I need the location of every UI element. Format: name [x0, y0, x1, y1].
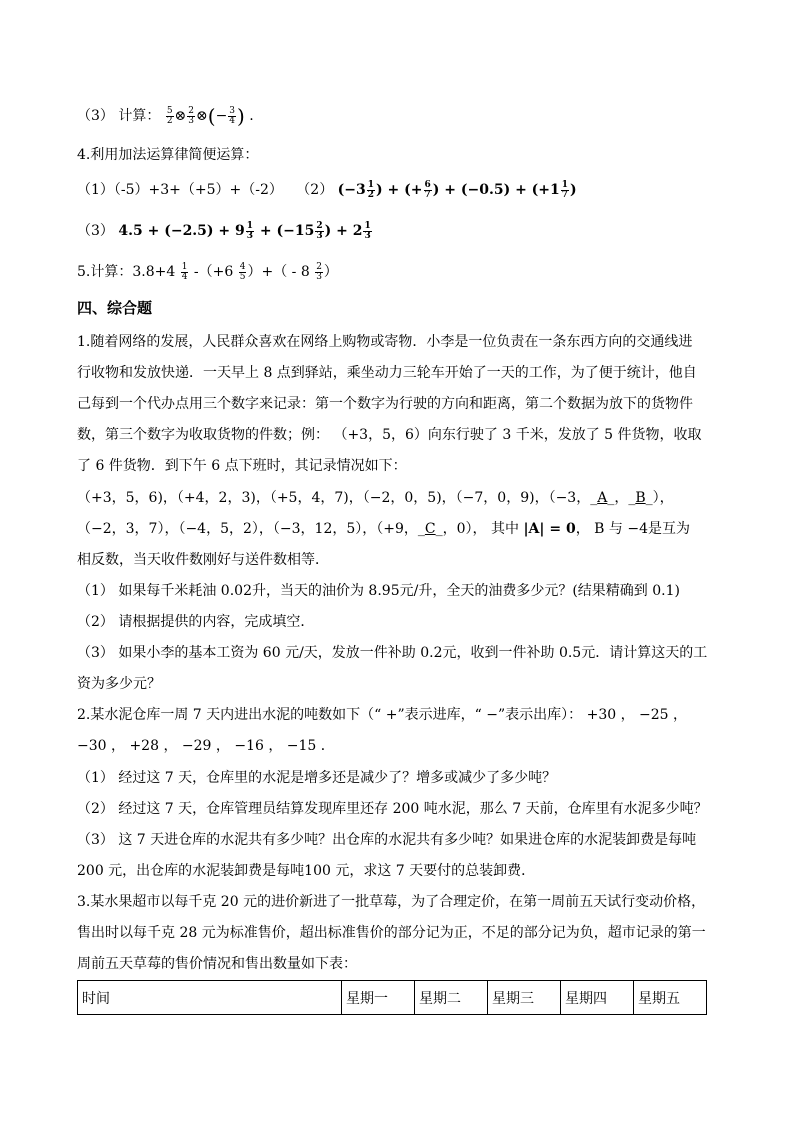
table-header-cell: 星期四: [561, 981, 634, 1015]
calc-prefix: （3） 计算：: [77, 108, 161, 124]
c3-line-3: 周前五天草莓的售价情况和售出数量如下表：: [77, 956, 357, 972]
fraction-3-4: $\frac{3}{4}$: [229, 105, 236, 126]
c1-line-3: 己每到一个代办点用三个数字来记录：第一个数字为行驶的方向和距离，第二个数据为放下的货物件: [77, 396, 693, 412]
c1-line-2: 行收物和发放快递．一天早上 8 点到驿站，乘坐动力三轮车开始了一天的工作，为了便于统计，他自: [77, 365, 697, 381]
c1-line-5: 了 6 件货物．到下午 6 点下班时，其记录情况如下：: [77, 458, 407, 474]
table-header-cell: 星期一: [342, 981, 415, 1015]
calc-line-3: （3） 计算： $\frac{5}{2}$ ⊗ $\frac{2}{3}$ ⊗(− $\frac{3}{4}$ ) .: [77, 104, 254, 128]
c1-records-line-1: （+3，5，6)，（+4，2，3)，（+5，4，7)，（−2，0，5)，（−7，0，9)，（−3，_A_，_B_），: [77, 490, 674, 506]
c1-question-2: （2） 请根据提供的内容，完成填空．: [77, 614, 315, 630]
table-header-cell: 时间: [78, 981, 342, 1015]
table-header-row: [78, 981, 707, 1015]
fraction-5-2: $\frac{5}{2}$: [166, 105, 173, 126]
blank-b: B: [635, 490, 646, 506]
c2-question-3a: （3） 这 7 天进仓库的水泥共有多少吨？出仓库的水泥共有多少吨？如果进仓库的水泥装卸费是每吨: [77, 832, 697, 848]
section-heading: 四、综合题: [77, 299, 153, 317]
question-4-title: 4.利用加法运算律简便运算：: [77, 147, 259, 163]
c2-line-2: −30 ， +28 ， −29 ， −16 ， −15 ．: [77, 738, 335, 754]
c1-line-4: 数，第三个数字为收取货物的件数；例： （+3，5，6）向东行驶了 3 千米，发放了 5 件货物，收取: [77, 427, 702, 443]
c1-question-3a: （3） 如果小李的基本工资为 60 元/天，发放一件补助 0.2元，收到一件补助 0.5元．请计算这天的工: [77, 645, 708, 661]
table-header-cell: 星期三: [488, 981, 561, 1015]
question-4-part-3: （3） 4.5 + (−2.5) + 9 $\frac{1}{3}$ + (−15 $\frac{2}{3}$ ) + 2 $\frac{1}{3}$: [77, 220, 371, 241]
abs-a-equation: |A| = 0: [523, 521, 576, 537]
c1-line-1: 1.随着网络的发展，人民群众喜欢在网络上购物或寄物．小李是一位负责在一条东西方向的交通线进: [77, 334, 693, 350]
c1-question-1: （1） 如果每千米耗油 0.02升，当天的油价为 8.95元/升，全天的油费多少元？(结果精确到 0.1): [77, 583, 680, 599]
blank-a: A: [597, 490, 608, 506]
table-header-cell: 星期五: [634, 981, 707, 1015]
question-4-parts-1-2: （1）（-5）+3+（+5）+（-2） （2） (−3 $\frac{1}{2}$ ) + (+ $\frac{6}{7}$ ) + (−0.5) + (+1 $\frac{1}{7}$ ): [77, 179, 577, 200]
c2-question-3b: 200 元，出仓库的水泥装卸费是每吨100 元，求这 7 天要付的总装卸费．: [77, 863, 536, 879]
c2-question-2: （2） 经过这 7 天，仓库管理员结算发现库里还存 200 吨水泥，那么 7 天前，仓库里有水泥多少吨？: [77, 801, 708, 817]
c3-line-1: 3.某水果超市以每千克 20 元的进价新进了一批草莓，为了合理定价，在第一周前五天试行变动价格，: [77, 894, 706, 910]
c2-question-1: （1） 经过这 7 天，仓库里的水泥是增多还是减少了？增多或减少了多少吨？: [77, 770, 557, 786]
c2-line-1: 2.某水泥仓库一周 7 天内进出水泥的吨数如下（“ +”表示进库，“ −”表示出库）： +30 ， −25 ，: [77, 707, 688, 723]
c1-line-8: 相反数，当天收件数刚好与送件数相等．: [77, 552, 329, 568]
strawberry-price-table: [77, 980, 707, 1015]
otimes-operator: ⊗: [196, 108, 208, 124]
fraction-2-3: $\frac{2}{3}$: [188, 105, 195, 126]
c1-question-3b: 资为多少元？: [77, 676, 161, 692]
blank-c: C: [424, 521, 436, 537]
otimes-operator: ⊗: [174, 108, 187, 124]
question-5: 5.计算：3.8+4 $\frac{1}{4}$ -（+6 $\frac{4}{5}$ ）+（ - 8 $\frac{2}{3}$ ）: [77, 261, 338, 282]
c1-records-line-2: （−2，3，7），（−4，5，2），（−3，12，5），（+9，_C_，0）， 其中 |A| = 0， B 与 −4是互为: [77, 521, 690, 537]
table-header-cell: 星期二: [415, 981, 488, 1015]
c3-line-2: 售出时以每千克 28 元为标准售价，超出标准售价的部分记为正，不足的部分记为负，超市记录的第一: [77, 925, 706, 941]
part-1-expression: （1）（-5）+3+（+5）+（-2）: [77, 182, 283, 198]
